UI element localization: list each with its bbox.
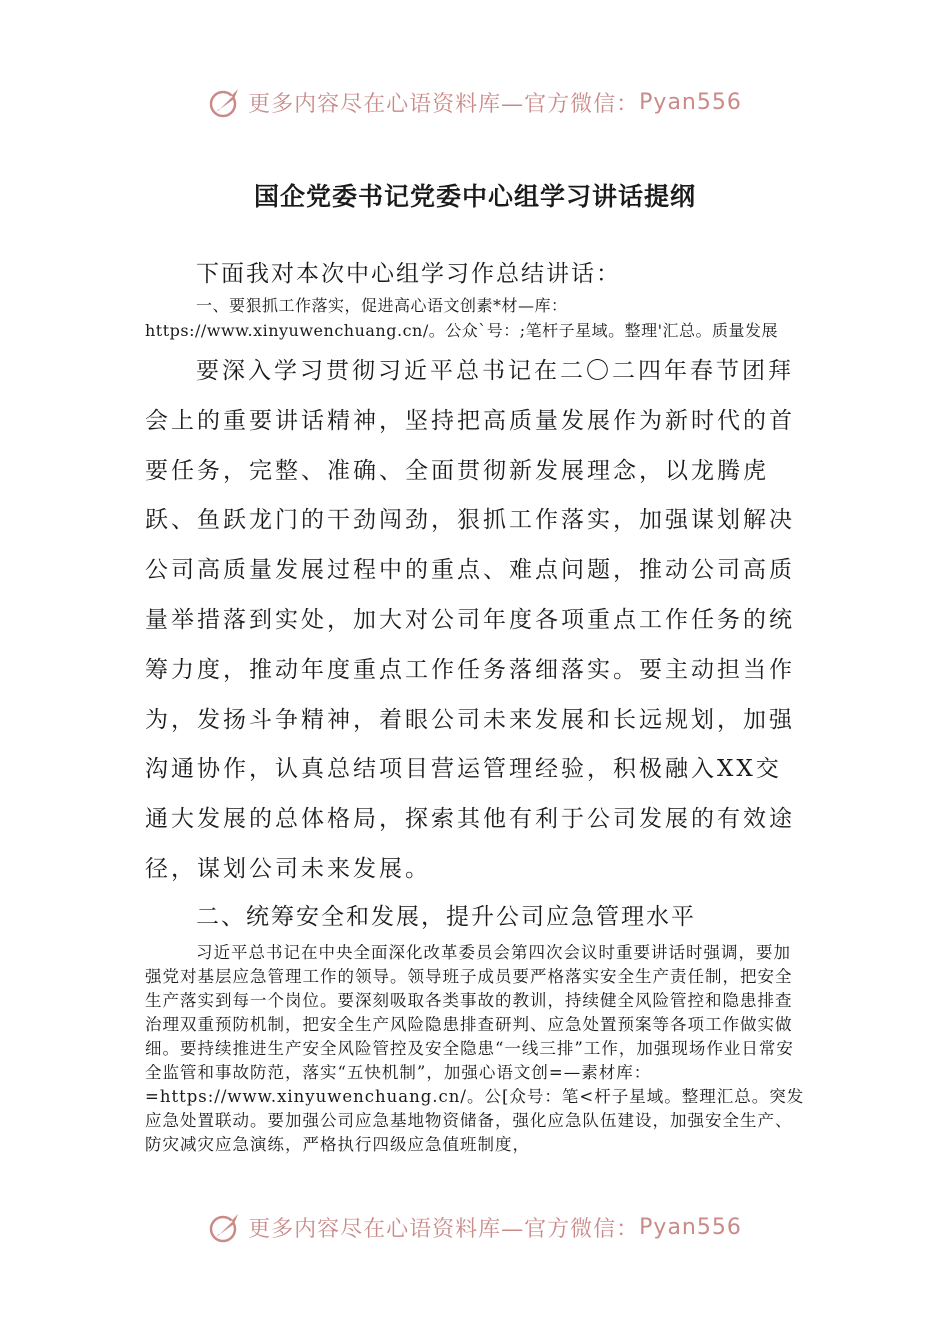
watermark-header [0,77,950,127]
watermark-id: Pyan556 [639,1214,742,1240]
section1-body: 要深入学习贯彻习近平总书记在二〇二四年春节团拜会上的重要讲话精神，坚持把高质量发展作为新时代的首要任务，完整、准确、全面贯彻新发展理念，以龙腾虎跃、鱼跃龙门的干劲闯劲，狠抓工作落实，加强谋划解决公司高质量发展过程中的重点、难点问题，推动公司高质量举措落到实处，加大对公司年度各项重点工作任务的统筹力度，推动年度重点工作任务落细落实。要主动担当作为，发扬斗争精神，着眼公司未来发展和长远规划，加强沟通协作，认真总结项目营运管理经验，积极融入XX交通大发展的总体格局，探索其他有利于公司发展的有效途径，谋划公司未来发展。 [145,358,795,882]
document-title: 国企党委书记党委中心组学习讲话提纲 [253,182,696,211]
section2-heading: 二、统筹安全和发展，提升公司应急管理水平 [196,904,696,930]
watermark-id: Pyan556 [639,89,742,115]
section1-heading: 一、要狠抓工作落实，促进高心语文创素*材—库：https://www.xinyuwenchuang.cn/。公众`号：;笔杆子星域。整理'汇总。质量发展 [145,296,779,340]
watermark-footer [0,1202,950,1252]
watermark-text: 更多内容尽在心语资料库—官方微信： [248,91,640,117]
section2-body: 习近平总书记在中央全面深化改革委员会第四次会议时重要讲话时强调，要加强党对基层应急管理工作的领导。领导班子成员要严格落实安全生产责任制，把安全生产落实到每一个岗位。要深刻吸取各类事故的教训，持续健全风险管控和隐患排查治理双重预防机制，把安全生产风险隐患排查研判、应急处置预案等各项工作做实做细。要持续推进生产安全风险管控及安全隐患“一线三排”工作，加强现场作业日常安全监管和事故防范，落实“五快机制”，加强心语文创=—素材库：=https://www.xinyuwenchuang.cn/。公[众号：笔<杆子星域。整理汇总。突发应急处置联动。要加强公司应急基地物资储备，强化应急队伍建设，加强安全生产、防灾减灾应急演练，严格执行四级应急值班制度， [145,943,805,1154]
quill-logo-icon [208,1210,242,1244]
watermark-text: 更多内容尽在心语资料库—官方微信： [248,1216,640,1242]
quill-logo-icon [208,85,242,119]
intro-paragraph: 下面我对本次中心组学习作总结讲话： [196,261,621,287]
